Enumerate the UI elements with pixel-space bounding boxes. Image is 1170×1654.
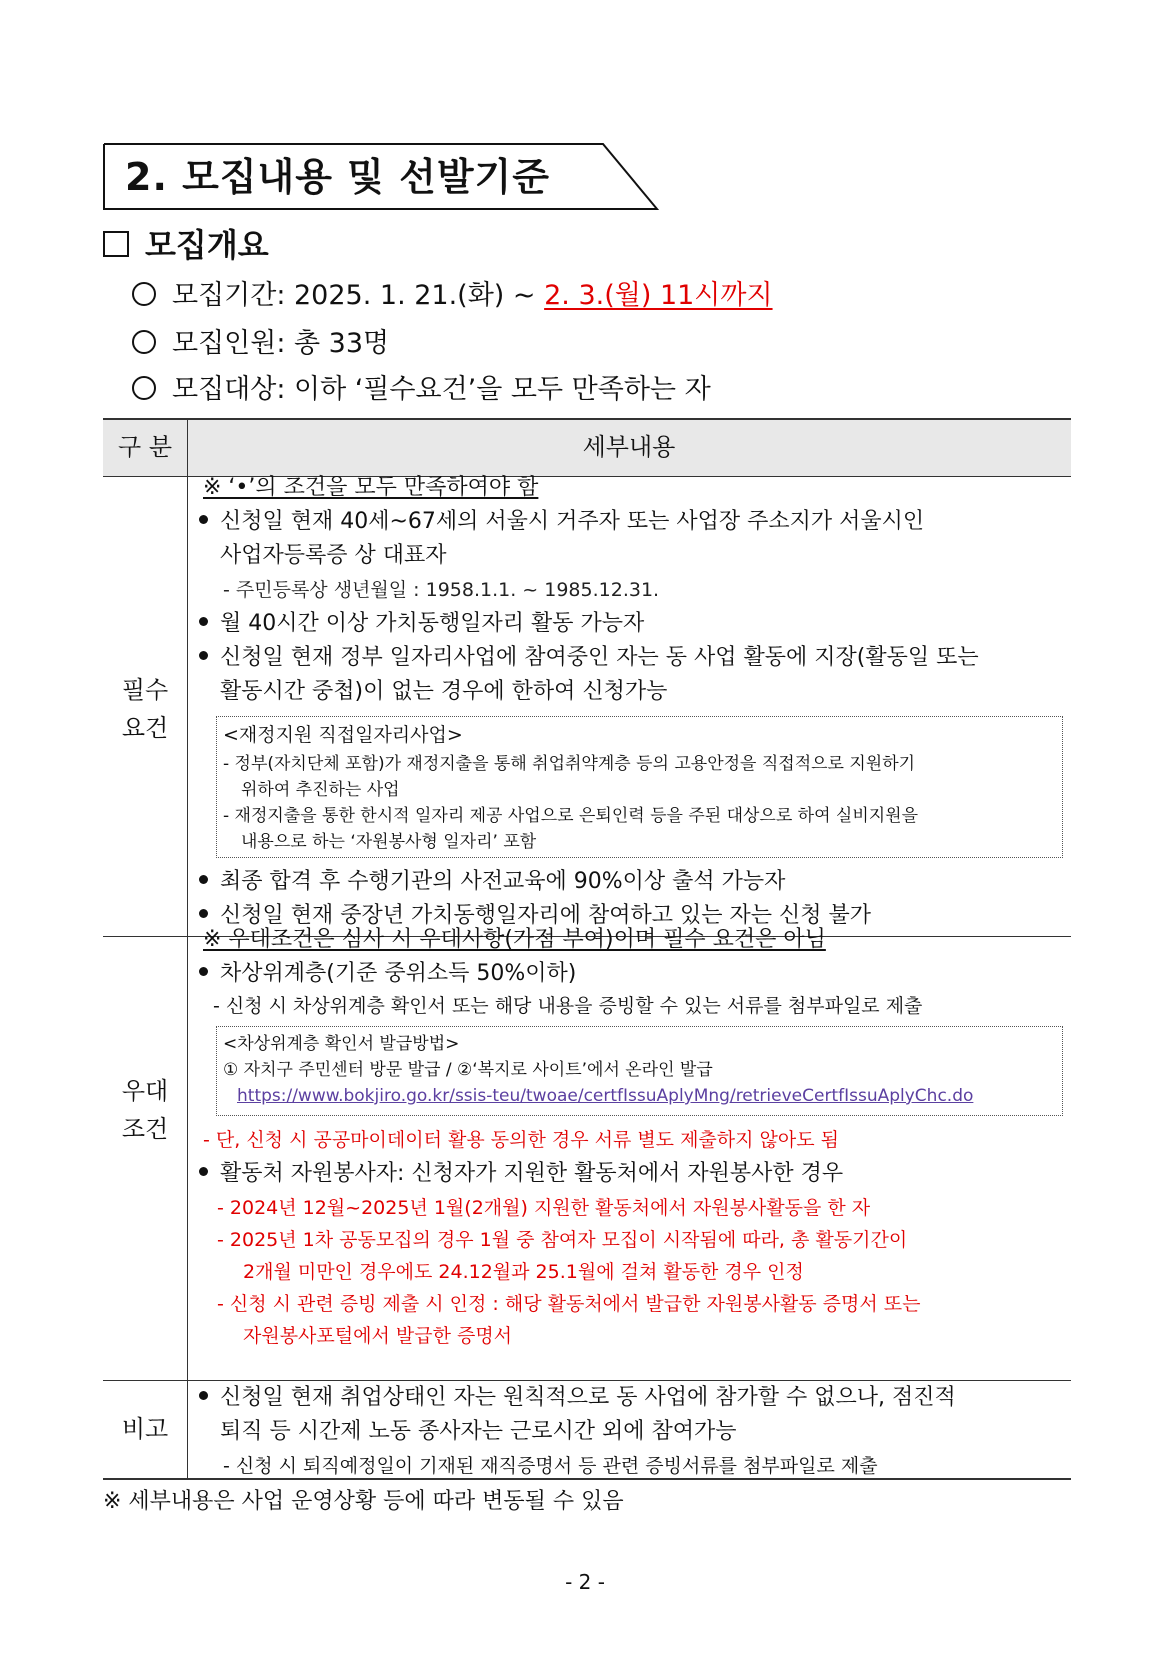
- low-income-cert-box: <차상위계층 확인서 발급방법> ① 자치구 주민센터 방문 발급 / ②‘복지로 사이트’에서 온라인 발급 https://www.bokjiro.go.kr/ssis-teu/twoae/certfIssuAplyMng/retrieveCertfIssuAplyChc.do: [216, 1026, 1063, 1116]
- required-item-age-cont: 사업자등록증 상 대표자: [220, 543, 447, 568]
- volunteer-condition-3-cont: 자원봉사포털에서 발급한 증명서: [243, 1325, 513, 1347]
- required-item-exclusion: 신청일 현재 중장년 가치동행일자리에 참여하고 있는 자는 신청 불가: [199, 900, 871, 932]
- overview-target: 모집대상: 이하 ‘필수요건’을 모두 만족하는 자: [132, 370, 711, 410]
- preferred-item-volunteer: 활동처 자원봉사자: 신청자가 지원한 활동처에서 자원봉사한 경우: [199, 1158, 843, 1190]
- overview-period: 모집기간: 2025. 1. 21.(화) ~ 2. 3.(월) 11시까지: [132, 276, 773, 316]
- volunteer-condition-1: - 2024년 12월~2025년 1월(2개월) 지원한 활동처에서 자원봉사활동을 한 자: [217, 1197, 871, 1219]
- volunteer-condition-3: - 신청 시 관련 증빙 제출 시 인정 : 해당 활동처에서 발급한 자원봉사활동 증명서 또는: [217, 1293, 921, 1315]
- required-note: ※ ‘•’의 조건을 모두 만족하여야 함: [203, 475, 539, 500]
- gov-job-definition-box: <재정지원 직접일자리사업> - 정부(자치단체 포함)가 재정지출을 통해 취업취약계층 등의 고용안정을 직접적으로 지원하기 위하여 추진하는 사업 - 재정지출을 통한 한시적 일자리 제공 사업으로 은퇴인력 등을 주된 대상으로 하여 실비지원을 내용으로 하는 ‘자원봉사형 일자리’ 포함: [216, 716, 1063, 858]
- preferred-mydata-note: - 단, 신청 시 공공마이데이터 활용 동의한 경우 서류 별도 제출하지 않아도 됨: [203, 1129, 839, 1151]
- criteria-table: [103, 418, 1071, 1478]
- preferred-item-low-income-sub: - 신청 시 차상위계층 확인서 또는 해당 내용을 증빙할 수 있는 서류를 첨부파일로 제출: [213, 995, 923, 1017]
- footnote: ※ 세부내용은 사업 운영상황 등에 따라 변동될 수 있음: [103, 1489, 624, 1514]
- subsection-title-text: 모집개요: [145, 226, 269, 264]
- header-details: 세부내용: [582, 433, 676, 461]
- subsection-title: [103, 222, 269, 268]
- deadline-highlight: 2. 3.(월) 11시까지: [544, 280, 773, 311]
- section-title: 2. 모집내용 및 선발기준: [125, 155, 550, 199]
- required-item-age: 신청일 현재 40세~67세의 서울시 거주자 또는 사업장 주소지가 서울시인: [199, 506, 924, 538]
- section-heading-box: [103, 143, 659, 211]
- remarks-item-employed-sub: - 신청 시 퇴직예정일이 기재된 재직증명서 등 관련 증빙서류를 첨부파일로 제출: [223, 1455, 878, 1477]
- square-bullet-icon: [103, 231, 129, 257]
- category-remarks: 비고: [121, 1415, 169, 1443]
- page-number: - 2 -: [565, 1570, 605, 1594]
- bokjiro-link[interactable]: https://www.bokjiro.go.kr/ssis-teu/twoae/certfIssuAplyMng/retrieveCertfIssuAplyChc.do: [237, 1086, 974, 1106]
- circle-bullet-icon: [132, 282, 156, 306]
- required-item-gov-job-cont: 활동시간 중첩)이 없는 경우에 한하여 신청가능: [220, 679, 668, 704]
- category-required: 필수 요건: [121, 676, 169, 742]
- volunteer-condition-2: - 2025년 1차 공동모집의 경우 1월 중 참여자 모집이 시작됨에 따라, 총 활동기간이: [217, 1229, 908, 1251]
- circle-bullet-icon: [132, 330, 156, 354]
- volunteer-condition-2-cont: 2개월 미만인 경우에도 24.12월과 25.1월에 걸쳐 활동한 경우 인정: [243, 1261, 804, 1283]
- header-category: 구 분: [118, 433, 172, 461]
- remarks-item-employed-cont: 퇴직 등 시간제 노동 종사자는 근로시간 외에 참여가능: [220, 1419, 737, 1444]
- preferred-item-low-income: 차상위계층(기준 중위소득 50%이하): [199, 958, 576, 990]
- required-item-training: 최종 합격 후 수행기관의 사전교육에 90%이상 출석 가능자: [199, 866, 785, 898]
- required-item-age-sub: - 주민등록상 생년월일 : 1958.1.1. ~ 1985.12.31.: [223, 579, 660, 601]
- required-item-hours: 월 40시간 이상 가치동행일자리 활동 가능자: [199, 608, 644, 640]
- remarks-item-employed: 신청일 현재 취업상태인 자는 원칙적으로 동 사업에 참가할 수 없으나, 점진적: [199, 1382, 956, 1414]
- required-item-gov-job: 신청일 현재 정부 일자리사업에 참여중인 자는 동 사업 활동에 지장(활동일 또는: [199, 642, 979, 674]
- category-preferred: 우대 조건: [121, 1077, 169, 1143]
- preferred-note: ※ 우대조건은 심사 시 우대사항(가점 부여)이며 필수 요건은 아님: [203, 927, 826, 952]
- overview-headcount: 모집인원: 총 33명: [132, 324, 389, 364]
- circle-bullet-icon: [132, 376, 156, 400]
